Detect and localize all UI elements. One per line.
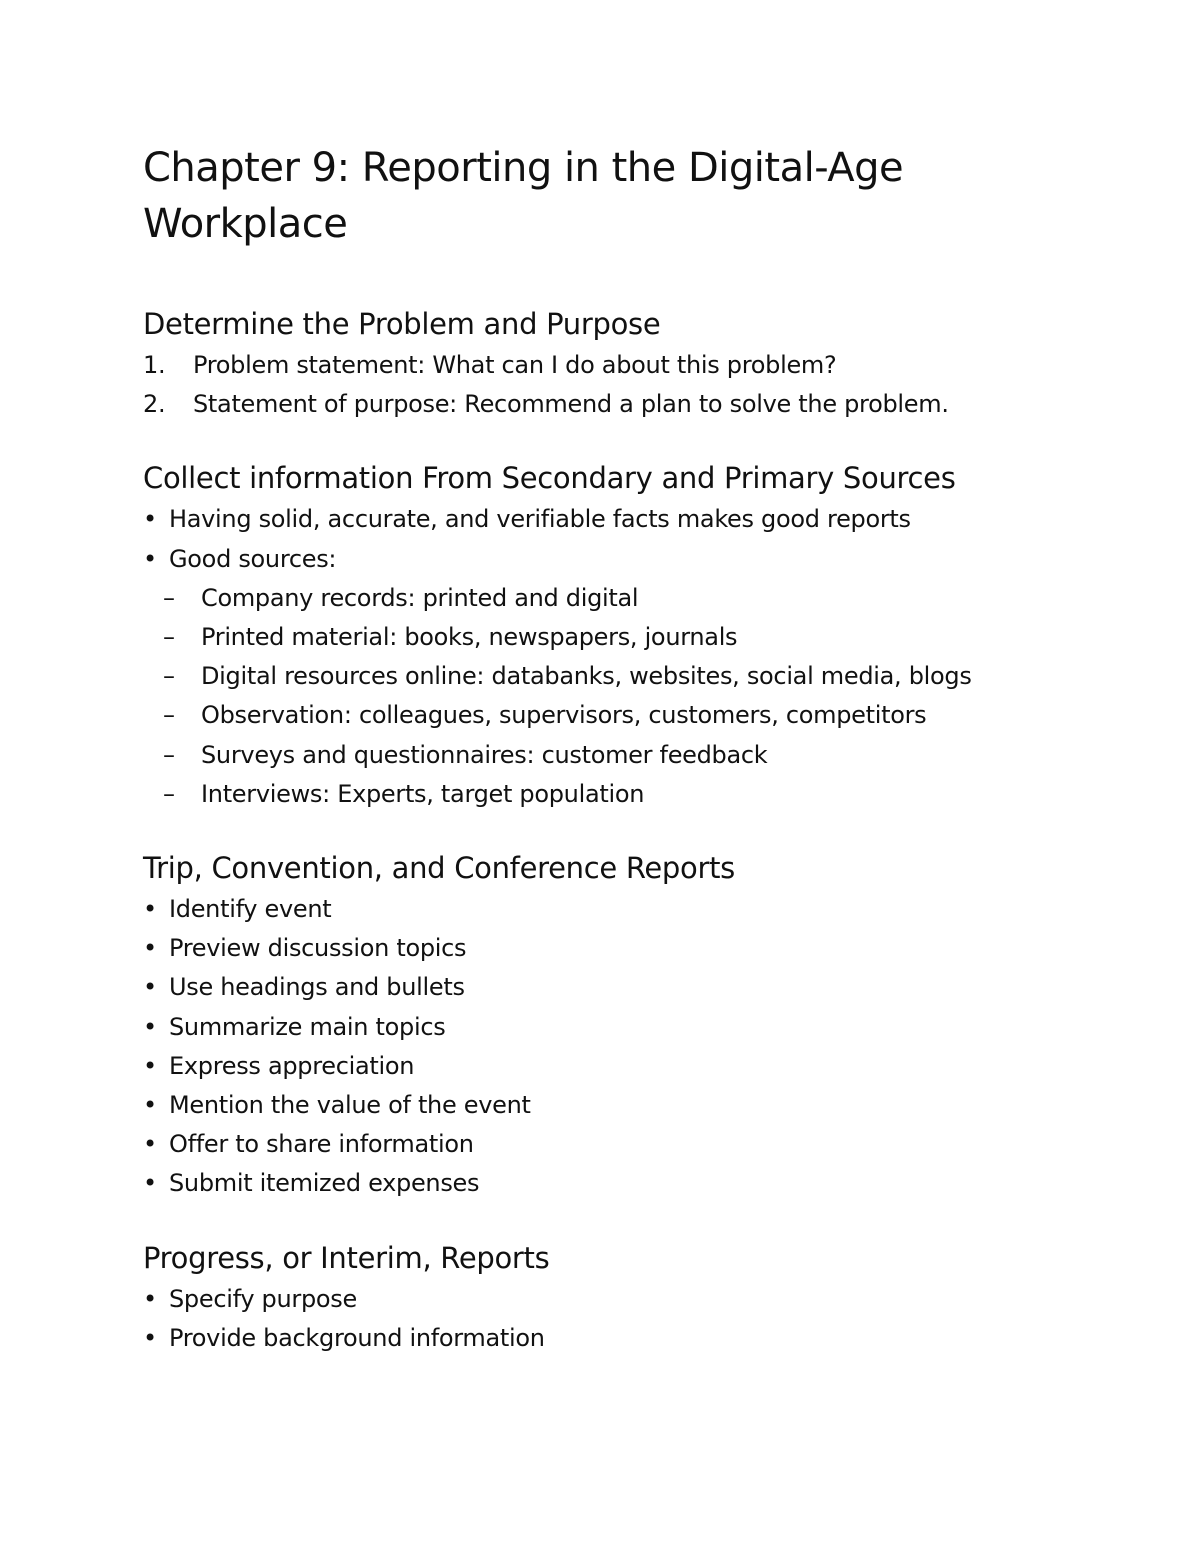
bullet-icon: • bbox=[143, 973, 157, 1002]
list-item-text: Digital resources online: databanks, websites, social media, blogs bbox=[201, 662, 972, 691]
list-item-text: Submit itemized expenses bbox=[169, 1169, 480, 1198]
sub-list bbox=[163, 579, 1073, 814]
section-trip-reports bbox=[143, 848, 1073, 1204]
section-heading: Progress, or Interim, Reports bbox=[143, 1240, 550, 1275]
sub-list-item bbox=[163, 736, 1073, 775]
list-number: 1. bbox=[143, 351, 166, 379]
dash-icon: – bbox=[163, 740, 175, 769]
sub-list-item bbox=[163, 618, 1073, 657]
list-item-text: Statement of purpose: Recommend a plan to solve the problem. bbox=[193, 390, 949, 419]
list-item-text: Summarize main topics bbox=[169, 1012, 446, 1041]
list-number: 2. bbox=[143, 390, 166, 419]
bullet-icon: • bbox=[143, 1323, 157, 1352]
list-item-text: Having solid, accurate, and verifiable facts makes good reports bbox=[169, 505, 911, 534]
list-item bbox=[143, 1047, 1073, 1086]
list-item-text: Provide background information bbox=[169, 1323, 545, 1352]
list-item-text: Good sources: bbox=[169, 544, 337, 573]
list-item-text: Offer to share information bbox=[169, 1130, 474, 1159]
list-item-text: Printed material: books, newspapers, journals bbox=[201, 623, 738, 652]
bullet-icon: • bbox=[143, 934, 157, 963]
list-item-text: Use headings and bullets bbox=[169, 973, 465, 1002]
list-item-text: Express appreciation bbox=[169, 1051, 415, 1080]
list-item bbox=[143, 540, 1073, 579]
section-problem-purpose bbox=[143, 304, 1073, 424]
sub-list-item bbox=[163, 657, 1073, 696]
dash-icon: – bbox=[163, 583, 175, 612]
dash-icon: – bbox=[163, 662, 175, 691]
dash-icon: – bbox=[163, 701, 175, 730]
dash-icon: – bbox=[163, 623, 175, 652]
bullet-icon: • bbox=[143, 1130, 157, 1159]
sub-list-item bbox=[163, 579, 1073, 618]
bullet-icon: • bbox=[143, 895, 157, 924]
sub-list-item bbox=[163, 775, 1073, 814]
list-item-text: Mention the value of the event bbox=[169, 1091, 531, 1120]
list-item-text: Surveys and questionnaires: customer feedback bbox=[201, 740, 768, 769]
list-item bbox=[143, 346, 1073, 385]
section-heading: Collect information From Secondary and Primary Sources bbox=[143, 461, 956, 496]
document-page bbox=[143, 140, 1073, 1392]
list-item-text: Preview discussion topics bbox=[169, 934, 467, 963]
list-item bbox=[143, 1280, 1073, 1319]
section-heading: Trip, Convention, and Conference Reports bbox=[143, 851, 735, 886]
bullet-list bbox=[143, 1280, 1073, 1358]
bullet-icon: • bbox=[143, 1051, 157, 1080]
list-item-text: Observation: colleagues, supervisors, customers, competitors bbox=[201, 701, 927, 730]
list-item bbox=[143, 968, 1073, 1007]
numbered-list bbox=[143, 346, 1073, 424]
list-item bbox=[143, 385, 1073, 424]
list-item bbox=[143, 1086, 1073, 1125]
list-item bbox=[143, 1319, 1073, 1358]
list-item bbox=[143, 1125, 1073, 1164]
list-item-text: Specify purpose bbox=[169, 1284, 357, 1313]
bullet-icon: • bbox=[143, 544, 157, 573]
list-item-text: Company records: printed and digital bbox=[201, 583, 639, 612]
list-item bbox=[143, 500, 1073, 539]
bullet-icon: • bbox=[143, 1169, 157, 1198]
list-item bbox=[143, 1008, 1073, 1047]
bullet-icon: • bbox=[143, 1284, 157, 1313]
sub-list-item bbox=[163, 696, 1073, 735]
bullet-list bbox=[143, 890, 1073, 1204]
list-item bbox=[143, 1164, 1073, 1203]
page-title: Chapter 9: Reporting in the Digital-Age Workplace bbox=[143, 145, 904, 247]
bullet-icon: • bbox=[143, 505, 157, 534]
section-progress-reports bbox=[143, 1238, 1073, 1358]
list-item bbox=[143, 929, 1073, 968]
section-heading: Determine the Problem and Purpose bbox=[143, 307, 661, 341]
list-item-text: Interviews: Experts, target population bbox=[201, 779, 645, 808]
dash-icon: – bbox=[163, 779, 175, 808]
list-item-text: Problem statement: What can I do about this problem? bbox=[193, 351, 837, 379]
bullet-list bbox=[143, 500, 1073, 578]
section-collect-information bbox=[143, 458, 1073, 814]
list-item bbox=[143, 890, 1073, 929]
list-item-text: Identify event bbox=[169, 895, 332, 924]
bullet-icon: • bbox=[143, 1091, 157, 1120]
bullet-icon: • bbox=[143, 1012, 157, 1041]
